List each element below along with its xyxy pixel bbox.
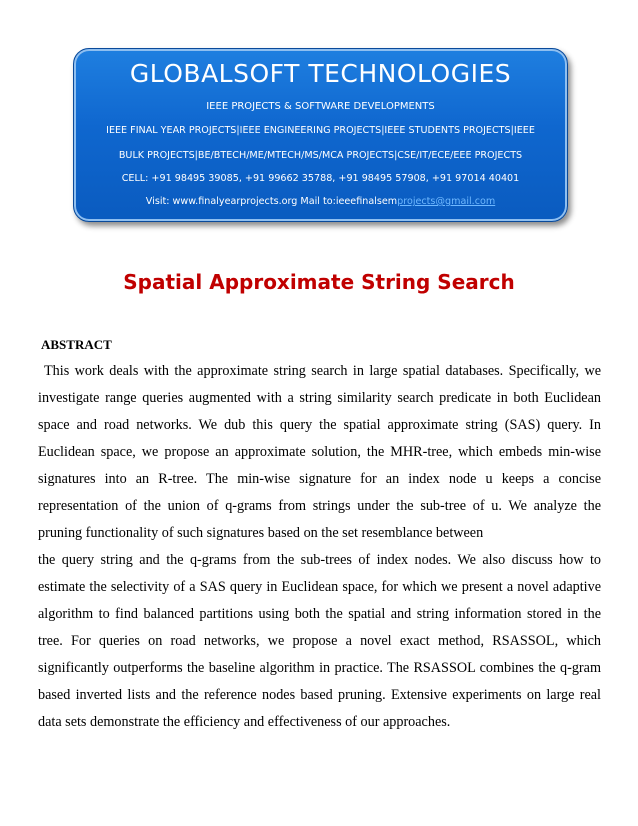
- banner-visit-text: Visit: www.finalyearprojects.org Mail to:ieeefinalsem: [145, 196, 398, 207]
- email-link[interactable]: projects@gmail.com: [397, 196, 496, 207]
- abstract-paragraph: This work deals with the approximate string search in large spatial databases. Specifically, we investigate range queries augmented with a string similarity search predicate in both Euclidean space and road networks. We dub this query the spatial approximate string (SAS) query. In Euclidean space, we propose an approximate solution, the MHR-tree, which embeds min-wise signatures into an R-tree. The min-wise signature for an index node u keeps a concise representation of the union of q-grams from strings under the sub-tree of u. We analyze the pruning functionality of such signatures based on the set resemblance between: [38, 363, 601, 541]
- company-banner: [73, 48, 568, 222]
- banner-bulk-projects-line: BULK PROJECTS|BE/BTECH/ME/MTECH/MS/MCA PROJECTS|CSE/IT/ECE/EEE PROJECTS: [118, 150, 523, 161]
- banner-projects-line: IEEE FINAL YEAR PROJECTS|IEEE ENGINEERING PROJECTS|IEEE STUDENTS PROJECTS|IEEE: [106, 125, 535, 136]
- document-title: Spatial Approximate String Search: [123, 270, 515, 294]
- banner-subtitle: IEEE PROJECTS & SOFTWARE DEVELOPMENTS: [206, 101, 435, 112]
- company-name: GLOBALSOFT TECHNOLOGIES: [129, 59, 512, 88]
- banner-contact-line: [74, 196, 567, 207]
- abstract-heading: ABSTRACT: [41, 337, 112, 352]
- abstract-paragraph: the query string and the q-grams from the sub-trees of index nodes. We also discuss how to estimate the selectivity of a SAS query in Euclidean space, for which we present a novel adaptive algorithm to find balanced partitions using both the spatial and string information stored in the tree. For queries on road networks, we propose a novel exact method, RSASSOL, which significantly outperforms the baseline algorithm in practice. The RSASSOL combines the q-gram based inverted lists and the reference nodes based pruning. Extensive experiments on large real data sets demonstrate the efficiency and effectiveness of our approaches.: [38, 552, 601, 730]
- abstract-body: [38, 358, 601, 736]
- banner-phone-line: CELL: +91 98495 39085, +91 99662 35788, +91 98495 57908, +91 97014 40401: [121, 173, 520, 184]
